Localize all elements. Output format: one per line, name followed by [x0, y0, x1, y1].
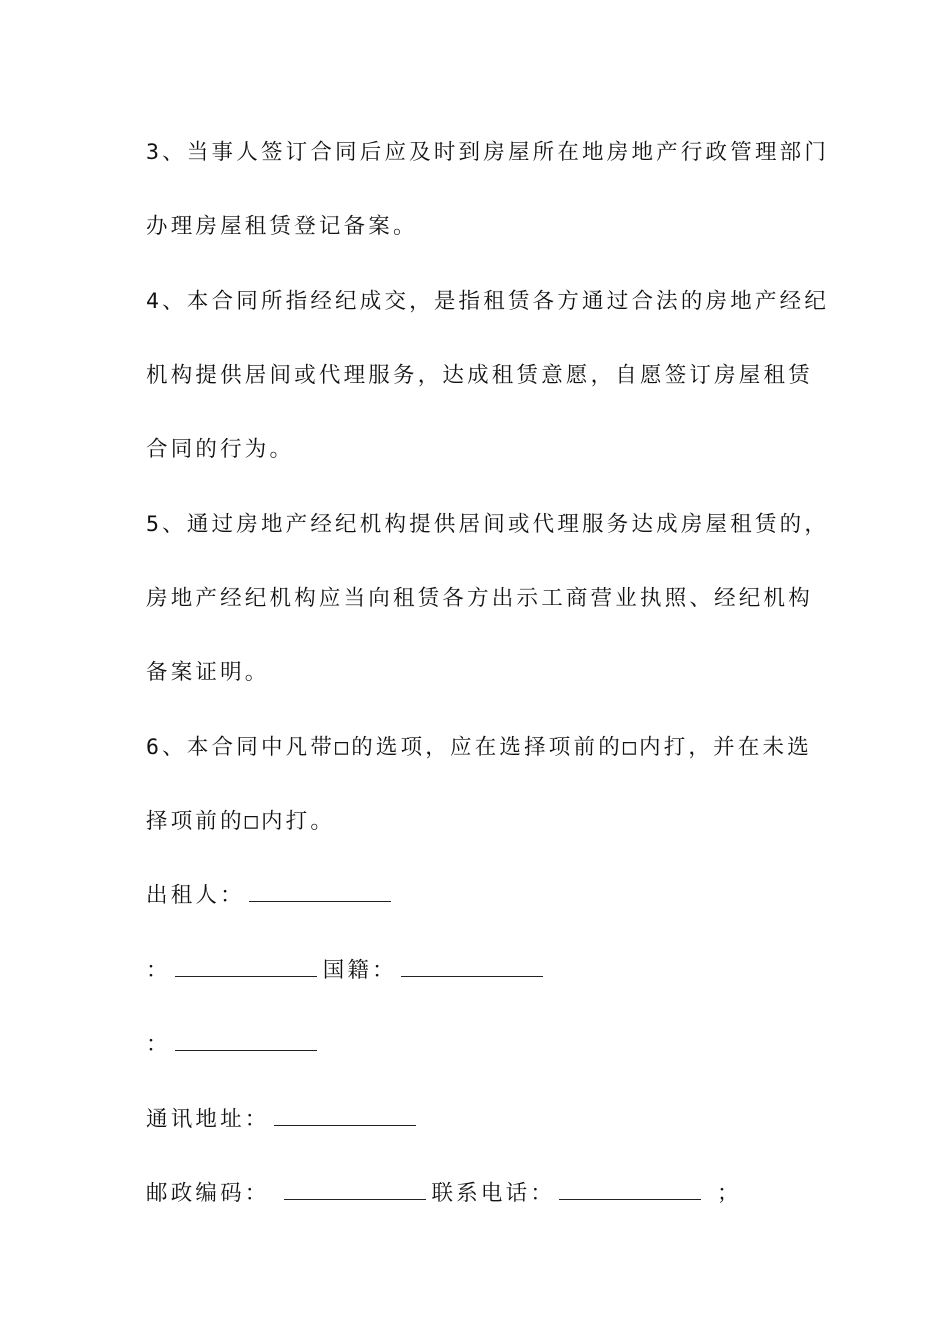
paragraph-4-line-2: 机构提供居间或代理服务，达成租赁意愿，自愿签订房屋租赁 — [146, 363, 813, 388]
paragraph-4-line-1: 4、本合同所指经纪成交，是指租赁各方通过合法的房地产经纪 — [146, 289, 830, 314]
nationality-blank[interactable] — [401, 956, 543, 977]
postcode-phone-row — [146, 1179, 742, 1209]
address-label: 通讯地址： — [146, 1107, 270, 1132]
paragraph-6-line-2: 择项前的□内打。 — [146, 809, 336, 834]
paragraph-3-line-2: 办理房屋租赁登记备案。 — [146, 214, 418, 239]
lessor-row — [146, 881, 397, 911]
address-row — [146, 1105, 422, 1135]
paragraph-4-line-3: 合同的行为。 — [146, 437, 295, 462]
colon-label-2: ： — [146, 1032, 171, 1057]
id-number-blank[interactable] — [175, 1030, 317, 1051]
paragraph-3-line-1: 3、当事人签订合同后应及时到房屋所在地房地产行政管理部门 — [146, 140, 830, 165]
paragraph-6-line-1: 6、本合同中凡带□的选项，应在选择项前的□内打，并在未选 — [146, 735, 812, 760]
semicolon-label: ； — [717, 1181, 742, 1206]
postcode-blank[interactable] — [284, 1179, 426, 1200]
phone-blank[interactable] — [559, 1179, 701, 1200]
paragraph-5-line-1: 5、通过房地产经纪机构提供居间或代理服务达成房屋租赁的， — [146, 512, 830, 537]
paragraph-5-line-3: 备案证明。 — [146, 660, 270, 685]
postcode-label: 邮政编码： — [146, 1181, 270, 1206]
lessor-label: 出租人： — [146, 883, 245, 908]
id-number-row — [146, 1030, 323, 1060]
lessor-blank[interactable] — [249, 881, 391, 902]
address-blank[interactable] — [274, 1105, 416, 1126]
id-nationality-row — [146, 956, 549, 986]
colon-label: ： — [146, 958, 171, 983]
paragraph-5-line-2: 房地产经纪机构应当向租赁各方出示工商营业执照、经纪机构 — [146, 586, 813, 611]
phone-label: 联系电话： — [431, 1181, 556, 1206]
nationality-label: 国籍： — [322, 958, 397, 983]
id-blank[interactable] — [175, 956, 317, 977]
